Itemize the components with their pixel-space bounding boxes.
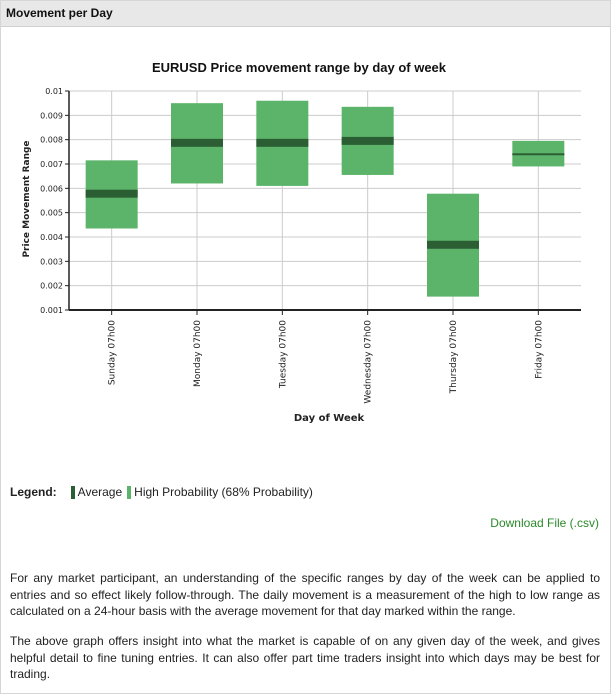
x-tick-label: Tuesday 07h00 xyxy=(278,320,289,389)
chart-axes xyxy=(65,91,581,315)
y-tick-label: 0.008 xyxy=(40,135,63,145)
y-tick-label: 0.01 xyxy=(45,87,63,96)
download-csv-link[interactable]: Download File (.csv) xyxy=(490,516,599,530)
average-bar-monday xyxy=(171,139,223,147)
legend xyxy=(10,485,318,499)
y-axis-label: Price Movement Range xyxy=(22,140,32,258)
x-tick-label: Sunday 07h00 xyxy=(107,320,118,386)
description-paragraph-1: For any market participant, an understanding of the specific ranges by day of the week can be applied to entries and so effect likely follow-through. The daily movement is a measurement of the high to low range as calculated on a 24-hour basis with the average movement for that day marked within the range. xyxy=(10,571,600,618)
chart-grid xyxy=(69,91,581,310)
y-tick-label: 0.007 xyxy=(40,160,63,169)
average-swatch xyxy=(71,486,75,499)
legend-label-average: Average xyxy=(77,485,123,499)
chart-title: EURUSD Price movement range by day of week xyxy=(151,60,447,75)
x-tick-label: Wednesday 07h00 xyxy=(363,320,374,404)
average-bar-tuesday xyxy=(256,139,308,147)
average-bar-friday xyxy=(512,153,564,155)
y-tick-label: 0.003 xyxy=(40,257,63,267)
x-tick-label: Thursday 07h00 xyxy=(449,320,459,394)
average-bar-wednesday xyxy=(342,137,394,145)
y-tick-label: 0.001 xyxy=(40,306,63,315)
description-paragraph-2: The above graph offers insight into what the market is capable of on any given day of the week, and gives helpful detail to fine tuning entries. It can also offer part time traders insight into which days may be best for trading. xyxy=(10,634,600,681)
y-tick-label: 0.009 xyxy=(40,111,63,121)
y-tick-label: 0.004 xyxy=(40,233,63,242)
chart-boxes xyxy=(86,101,565,297)
panel-title: Movement per Day xyxy=(6,6,113,20)
x-tick-labels xyxy=(108,320,545,404)
y-tick-labels xyxy=(40,87,63,315)
y-tick-label: 0.005 xyxy=(40,208,63,218)
price-range-chart xyxy=(1,27,610,437)
x-tick-label: Friday 07h00 xyxy=(534,320,545,379)
legend-title: Legend: xyxy=(10,485,57,499)
y-tick-label: 0.006 xyxy=(40,184,63,194)
average-bar-thursday xyxy=(427,241,479,249)
average-bar-sunday xyxy=(86,190,138,198)
legend-item-average xyxy=(71,485,122,499)
x-axis-label: Day of Week xyxy=(293,413,365,424)
panel-header xyxy=(1,1,610,27)
legend-label-high-probability: High Probability (68% Probability) xyxy=(134,485,313,499)
x-tick-label: Monday 07h00 xyxy=(193,320,203,387)
high-probability-swatch xyxy=(127,486,131,499)
y-tick-label: 0.002 xyxy=(40,281,63,291)
legend-item-high-probability xyxy=(127,485,313,499)
